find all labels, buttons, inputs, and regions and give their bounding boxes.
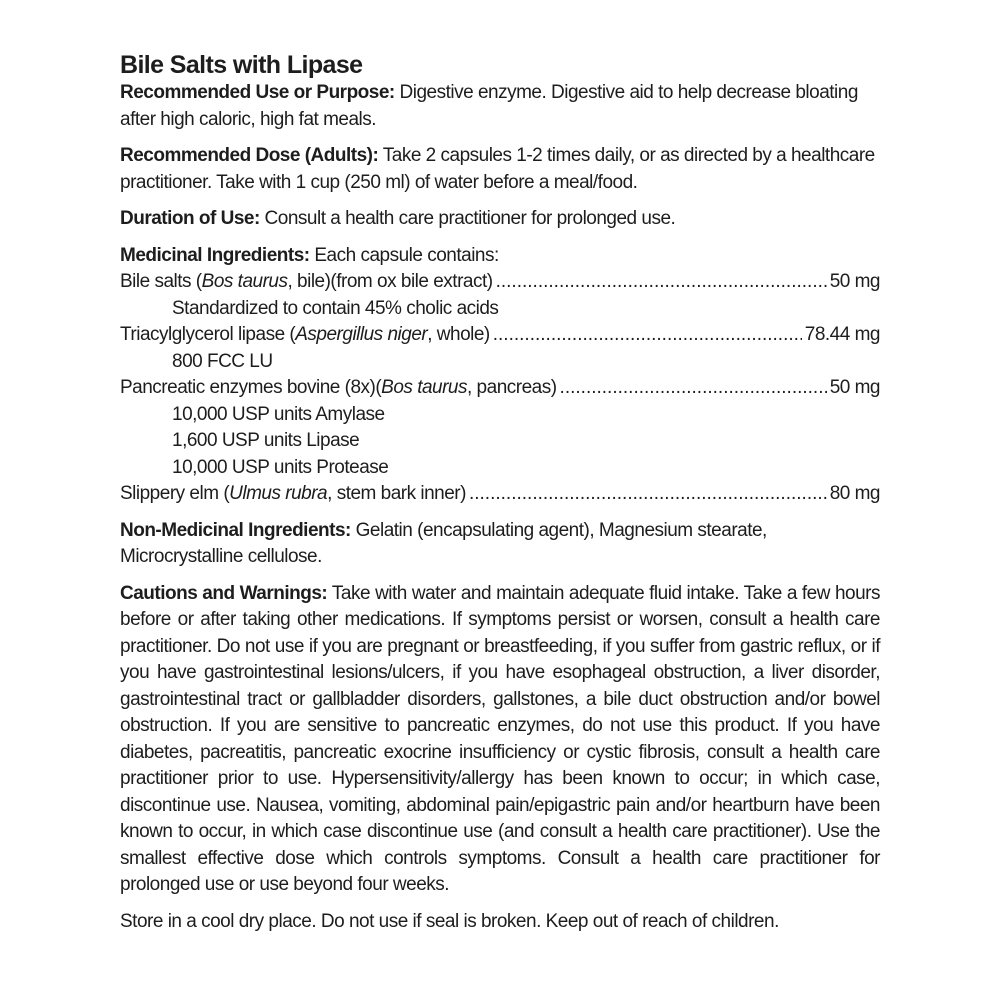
ingredient-name-pre: Pancreatic enzymes bovine (8x)( xyxy=(120,377,382,398)
non-medicinal-label: Non-Medicinal Ingredients: xyxy=(120,519,351,541)
ingredient-name xyxy=(120,322,490,349)
ingredient-latin-name: Bos taurus xyxy=(201,271,288,292)
ingredient-amount: 78.44 mg xyxy=(804,324,880,345)
leader-dots xyxy=(493,322,802,349)
ingredient-row-bile-salts xyxy=(120,269,880,296)
ingredient-row-slippery-elm xyxy=(120,481,880,508)
product-title: Bile Salts with Lipase xyxy=(120,51,363,79)
ingredient-sub-line: 800 FCC LU xyxy=(172,350,273,372)
ingredient-name-post: , whole) xyxy=(427,324,490,345)
ingredient-row-pancreatic-enzymes xyxy=(120,375,880,402)
recommended-use-label: Recommended Use or Purpose: xyxy=(120,82,395,103)
duration-section xyxy=(120,206,880,233)
ingredient-name xyxy=(120,481,466,508)
ingredient-name xyxy=(120,269,493,296)
non-medicinal-text: Gelatin (encapsulating agent), Magnesium stearate, Microcrystalline cellulose. xyxy=(120,519,767,567)
medicinal-ingredients-intro: Each capsule contains: xyxy=(309,244,499,266)
product-label xyxy=(120,50,880,935)
storage-instructions: Store in a cool dry place. Do not use if seal is broken. Keep out of reach of children. xyxy=(120,910,779,932)
recommended-use-text: Digestive enzyme. Digestive aid to help decrease bloating after high caloric, high fat meals. xyxy=(120,82,858,130)
ingredient-amount: 50 mg xyxy=(829,377,880,398)
ingredient-name-pre: Bile salts ( xyxy=(120,271,202,292)
recommended-dose-label: Recommended Dose (Adults): xyxy=(120,145,379,166)
cautions-label: Cautions and Warnings: xyxy=(120,582,328,604)
ingredient-amount: 50 mg xyxy=(829,271,880,292)
ingredient-sub-line: 10,000 USP units Amylase xyxy=(172,403,385,425)
medicinal-ingredients-section xyxy=(120,243,880,508)
ingredient-name-post: , stem bark inner) xyxy=(327,483,466,504)
ingredient-name-post: , bile)(from ox bile extract) xyxy=(287,271,493,292)
duration-text: Consult a health care practitioner for prolonged use. xyxy=(259,208,676,229)
ingredient-latin-name: Aspergillus niger xyxy=(295,324,428,345)
recommended-dose-section xyxy=(120,143,880,196)
medicinal-ingredients-label: Medicinal Ingredients: xyxy=(120,244,310,266)
leader-dots xyxy=(496,269,827,296)
ingredient-sub-line: 1,600 USP units Lipase xyxy=(172,430,360,451)
ingredient-latin-name: Ulmus rubra xyxy=(229,483,328,504)
ingredient-name-post: , pancreas) xyxy=(467,377,557,398)
ingredient-latin-name: Bos taurus xyxy=(381,377,467,398)
leader-dots xyxy=(560,375,827,402)
recommended-use-section xyxy=(120,80,880,133)
recommended-dose-text: Take 2 capsules 1-2 times daily, or as directed by a healthcare practitioner. Take with 1 cup (250 ml) of water before a meal/food. xyxy=(120,145,875,193)
ingredient-sub-line: 10,000 USP units Protease xyxy=(172,456,389,478)
ingredient-row-lipase xyxy=(120,322,880,349)
ingredient-name-pre: Triacylglycerol lipase ( xyxy=(120,324,296,345)
leader-dots xyxy=(469,481,827,508)
ingredient-sub-line: Standardized to contain 45% cholic acids xyxy=(172,297,499,319)
ingredient-name-pre: Slippery elm ( xyxy=(120,483,230,504)
ingredient-name xyxy=(120,375,557,402)
cautions-section xyxy=(120,581,880,899)
non-medicinal-section xyxy=(120,518,880,571)
cautions-text: Take with water and maintain adequate fluid intake. Take a few hours before or after taking other medications. If symptoms persist or worsen, consult a health care practitioner. Do not use if you are pregnant or breastfeeding, if you suffer from gastric reflux, or if you have gastrointestinal lesions/ulcers, if you have esophageal obstruction, a liver disorder, gastrointestinal tract or gallbladder disorders, gallstones, a bile duct obstruction and/or bowel obstruction. If you are sensitive to pancreatic enzymes, do not use this product. If you have diabetes, pacreatitis, pancreatic exocrine insufficiency or cystic fibrosis, consult a health care practitioner prior to use. Hypersensitivity/allergy has been known to occur; in which case, discontinue use. Nausea, vomiting, abdominal pain/epigastric pain and/or heartburn have been known to occur, in which case discontinue use (and consult a health care practitioner). Use the smallest effective dose which controls symptoms. Consult a health care practitioner for prolonged use or use beyond four weeks. xyxy=(120,582,881,895)
ingredient-amount: 80 mg xyxy=(829,483,880,504)
duration-label: Duration of Use: xyxy=(120,208,260,229)
medicinal-ingredients-heading xyxy=(120,243,880,270)
